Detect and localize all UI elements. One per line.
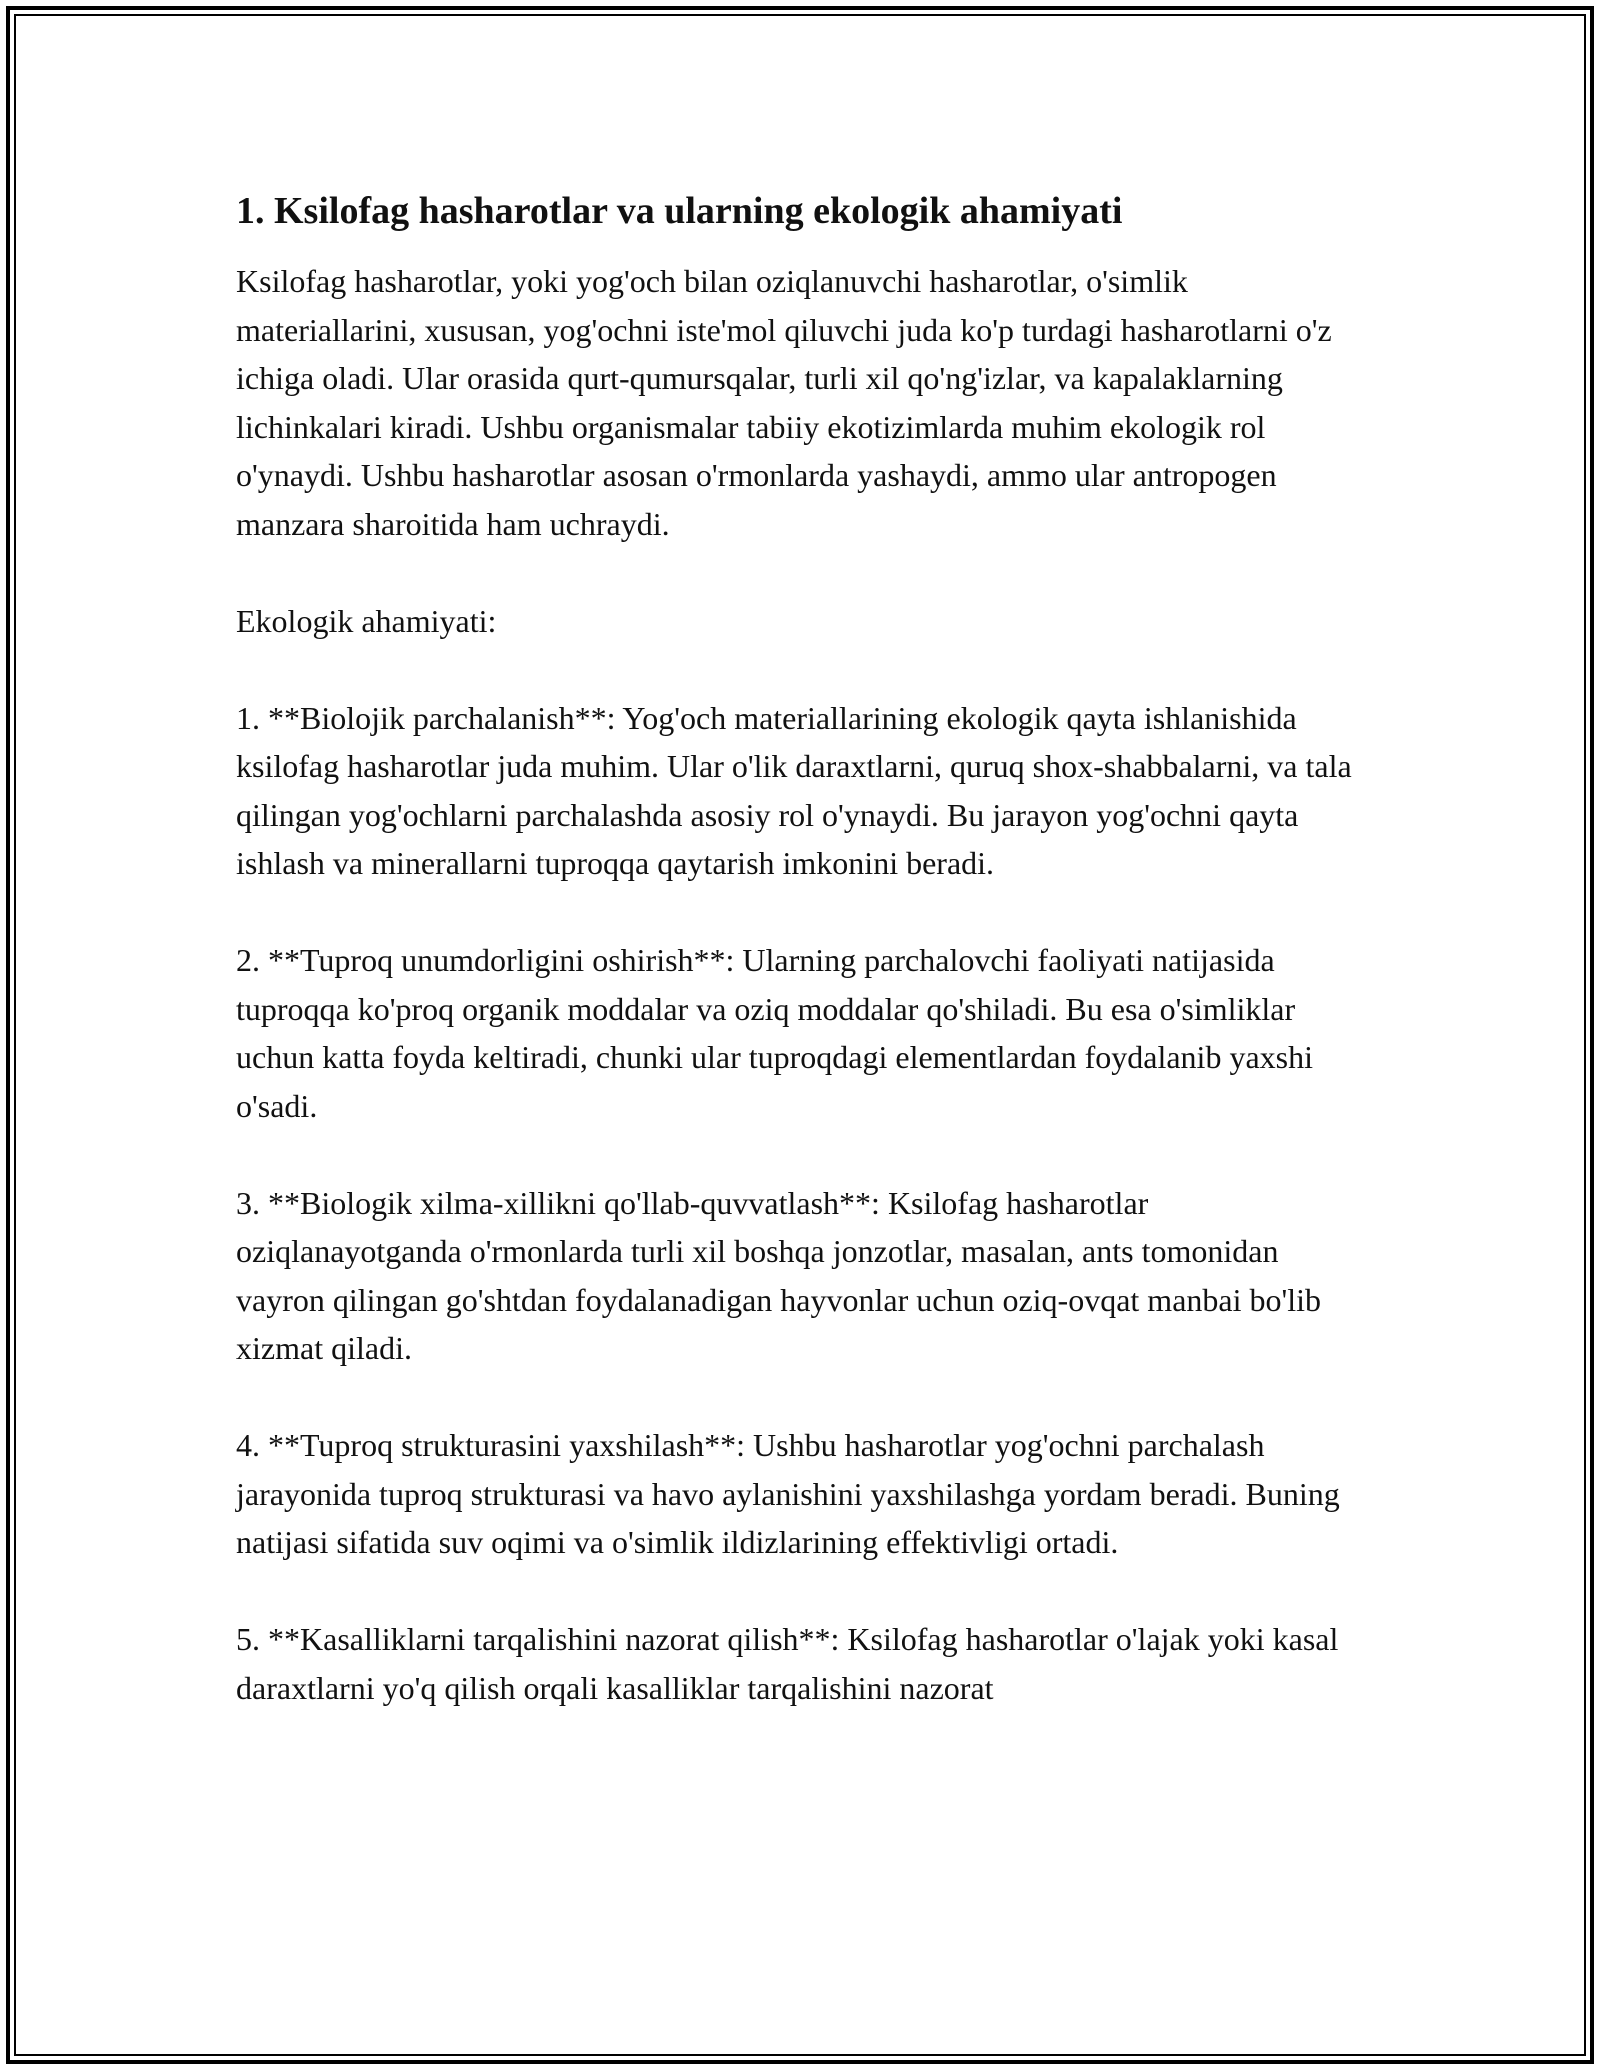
list-item-4: 4. **Tuproq strukturasini yaxshilash**: Ushbu hasharotlar yog'ochni parchalash jarayonida tuproq strukturasi va havo aylanishini yaxshilashga yordam beradi. Buning natijasi sifatida suv oqimi va o'simlik ildizlarining effektivligi ortadi. xyxy=(236,1427,1340,1560)
subheading: Ekologik ahamiyati: xyxy=(236,602,497,639)
list-item-2: 2. **Tuproq unumdorligini oshirish**: Ularning parchalovchi faoliyati natijasida tuproqqa ko'proq organik moddalar va oziq moddalar qo'shiladi. Bu esa o'simliklar uchun katta foyda keltiradi, chunki ular tuproqdagi elementlardan foydalanib yaxshi o'sadi. xyxy=(236,942,1313,1124)
paragraph-gap xyxy=(236,1373,1366,1422)
section-heading: 1. Ksilofag hasharotlar va ularning ekologik ahamiyati xyxy=(236,190,1123,232)
paragraph-gap xyxy=(236,645,1366,694)
paragraph-gap xyxy=(236,548,1366,597)
list-item-3: 3. **Biologik xilma-xillikni qo'llab-quvvatlash**: Ksilofag hasharotlar oziqlanayotganda o'rmonlarda turli xil boshqa jonzotlar, masalan, ants tomonidan vayron qilingan go'shtdan foydalanadigan hayvonlar uchun oziq-ovqat manbai bo'lib xizmat qiladi. xyxy=(236,1184,1322,1366)
intro-paragraph: Ksilofag hasharotlar, yoki yog'och bilan oziqlanuvchi hasharotlar, o'simlik materiallarini, xususan, yog'ochni iste'mol qiluvchi juda ko'p turdagi hasharotlarni o'z ichiga oladi. Ular orasida qurt-qumursqalar, turli xil qo'ng'izlar, va kapalaklarning lichinkalari kiradi. Ushbu organismalar tabiiy ekotizimlarda muhim ekologik rol o'ynaydi. Ushbu hasharotlar asosan o'rmonlarda yashaydi, ammo ular antropogen manzara sharoitida ham uchraydi. xyxy=(236,263,1332,542)
paragraph-gap xyxy=(236,1567,1366,1616)
document-body xyxy=(236,185,1366,1712)
paragraph-gap xyxy=(236,888,1366,937)
list-item-1: 1. **Biolojik parchalanish**: Yog'och materiallarining ekologik qayta ishlanishida ksilofag hasharotlar juda muhim. Ular o'lik daraxtlarni, quruq shox-shabbalarni, va tala qilingan yog'ochlarni parchalashda asosiy rol o'ynaydi. Bu jarayon yog'ochni qayta ishlash va minerallarni tuproqqa qaytarish imkonini beradi. xyxy=(236,699,1352,881)
list-item-5: 5. **Kasalliklarni tarqalishini nazorat qilish**: Ksilofag hasharotlar o'lajak yoki kasal daraxtlarni yo'q qilish orqali kasalliklar tarqalishini nazorat xyxy=(236,1621,1339,1706)
paragraph-gap xyxy=(236,1130,1366,1179)
